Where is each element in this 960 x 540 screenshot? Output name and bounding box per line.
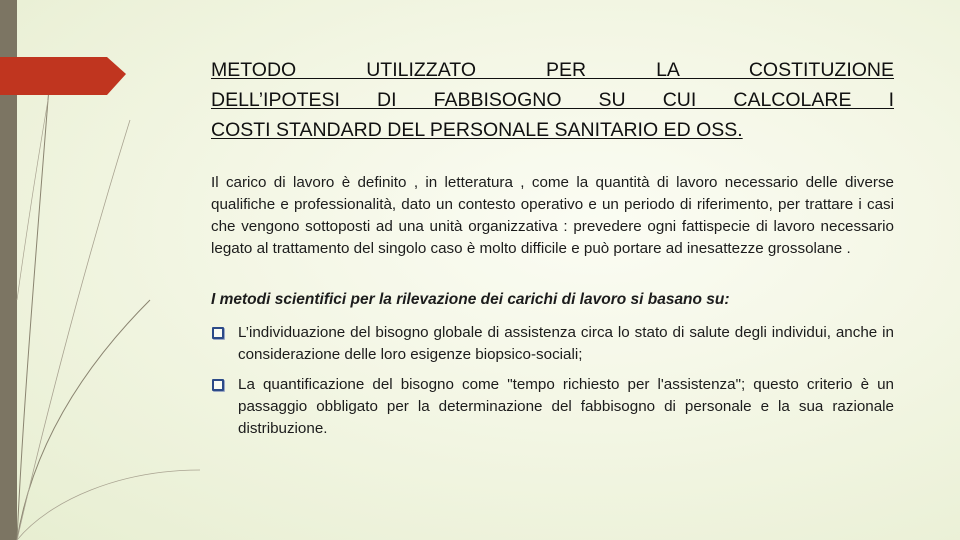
methods-heading: I metodi scientifici per la rilevazione dei carichi di lavoro si basano su: xyxy=(211,291,730,308)
title-line-1: METODO UTILIZZATO PER LA COSTITUZIONE xyxy=(211,59,894,81)
title-arrow-shape xyxy=(0,0,140,120)
bullet-text-1: L’individuazione del bisogno globale di assistenza circa lo stato di salute degli individui, anche in considerazione delle loro esigenze biopsico-sociali; xyxy=(238,324,894,363)
bullet-text-2: La quantificazione del bisogno come "tempo richiesto per l'assistenza"; questo criterio è un passaggio obbligato per la determinazione del fabbisogno di personale e la sua razionale distribuzione. xyxy=(238,376,894,437)
title-line-3: COSTI STANDARD DEL PERSONALE SANITARIO ED OSS. xyxy=(211,119,743,141)
checkbox-bullet-icon xyxy=(212,379,224,391)
slide-title xyxy=(211,55,894,145)
bullet-item-1 xyxy=(211,322,894,366)
bullet-item-2 xyxy=(211,374,894,440)
checkbox-bullet-icon xyxy=(212,327,224,339)
intro-paragraph: Il carico di lavoro è definito , in letteratura , come la quantità di lavoro necessario delle diverse qualifiche e professionalità, dato un contesto operativo e un periodo di riferimento, per trattare i casi che vengono sottoposti ad una unità organizzativa : prevedere ogni fattispecie di lavoro necessario legato al trattamento del singolo caso è molto difficile e può portare ad inesattezze grossolane . xyxy=(211,174,894,257)
title-line-2: DELL’IPOTESI DI FABBISOGNO SU CUI CALCOLARE I xyxy=(211,89,894,111)
